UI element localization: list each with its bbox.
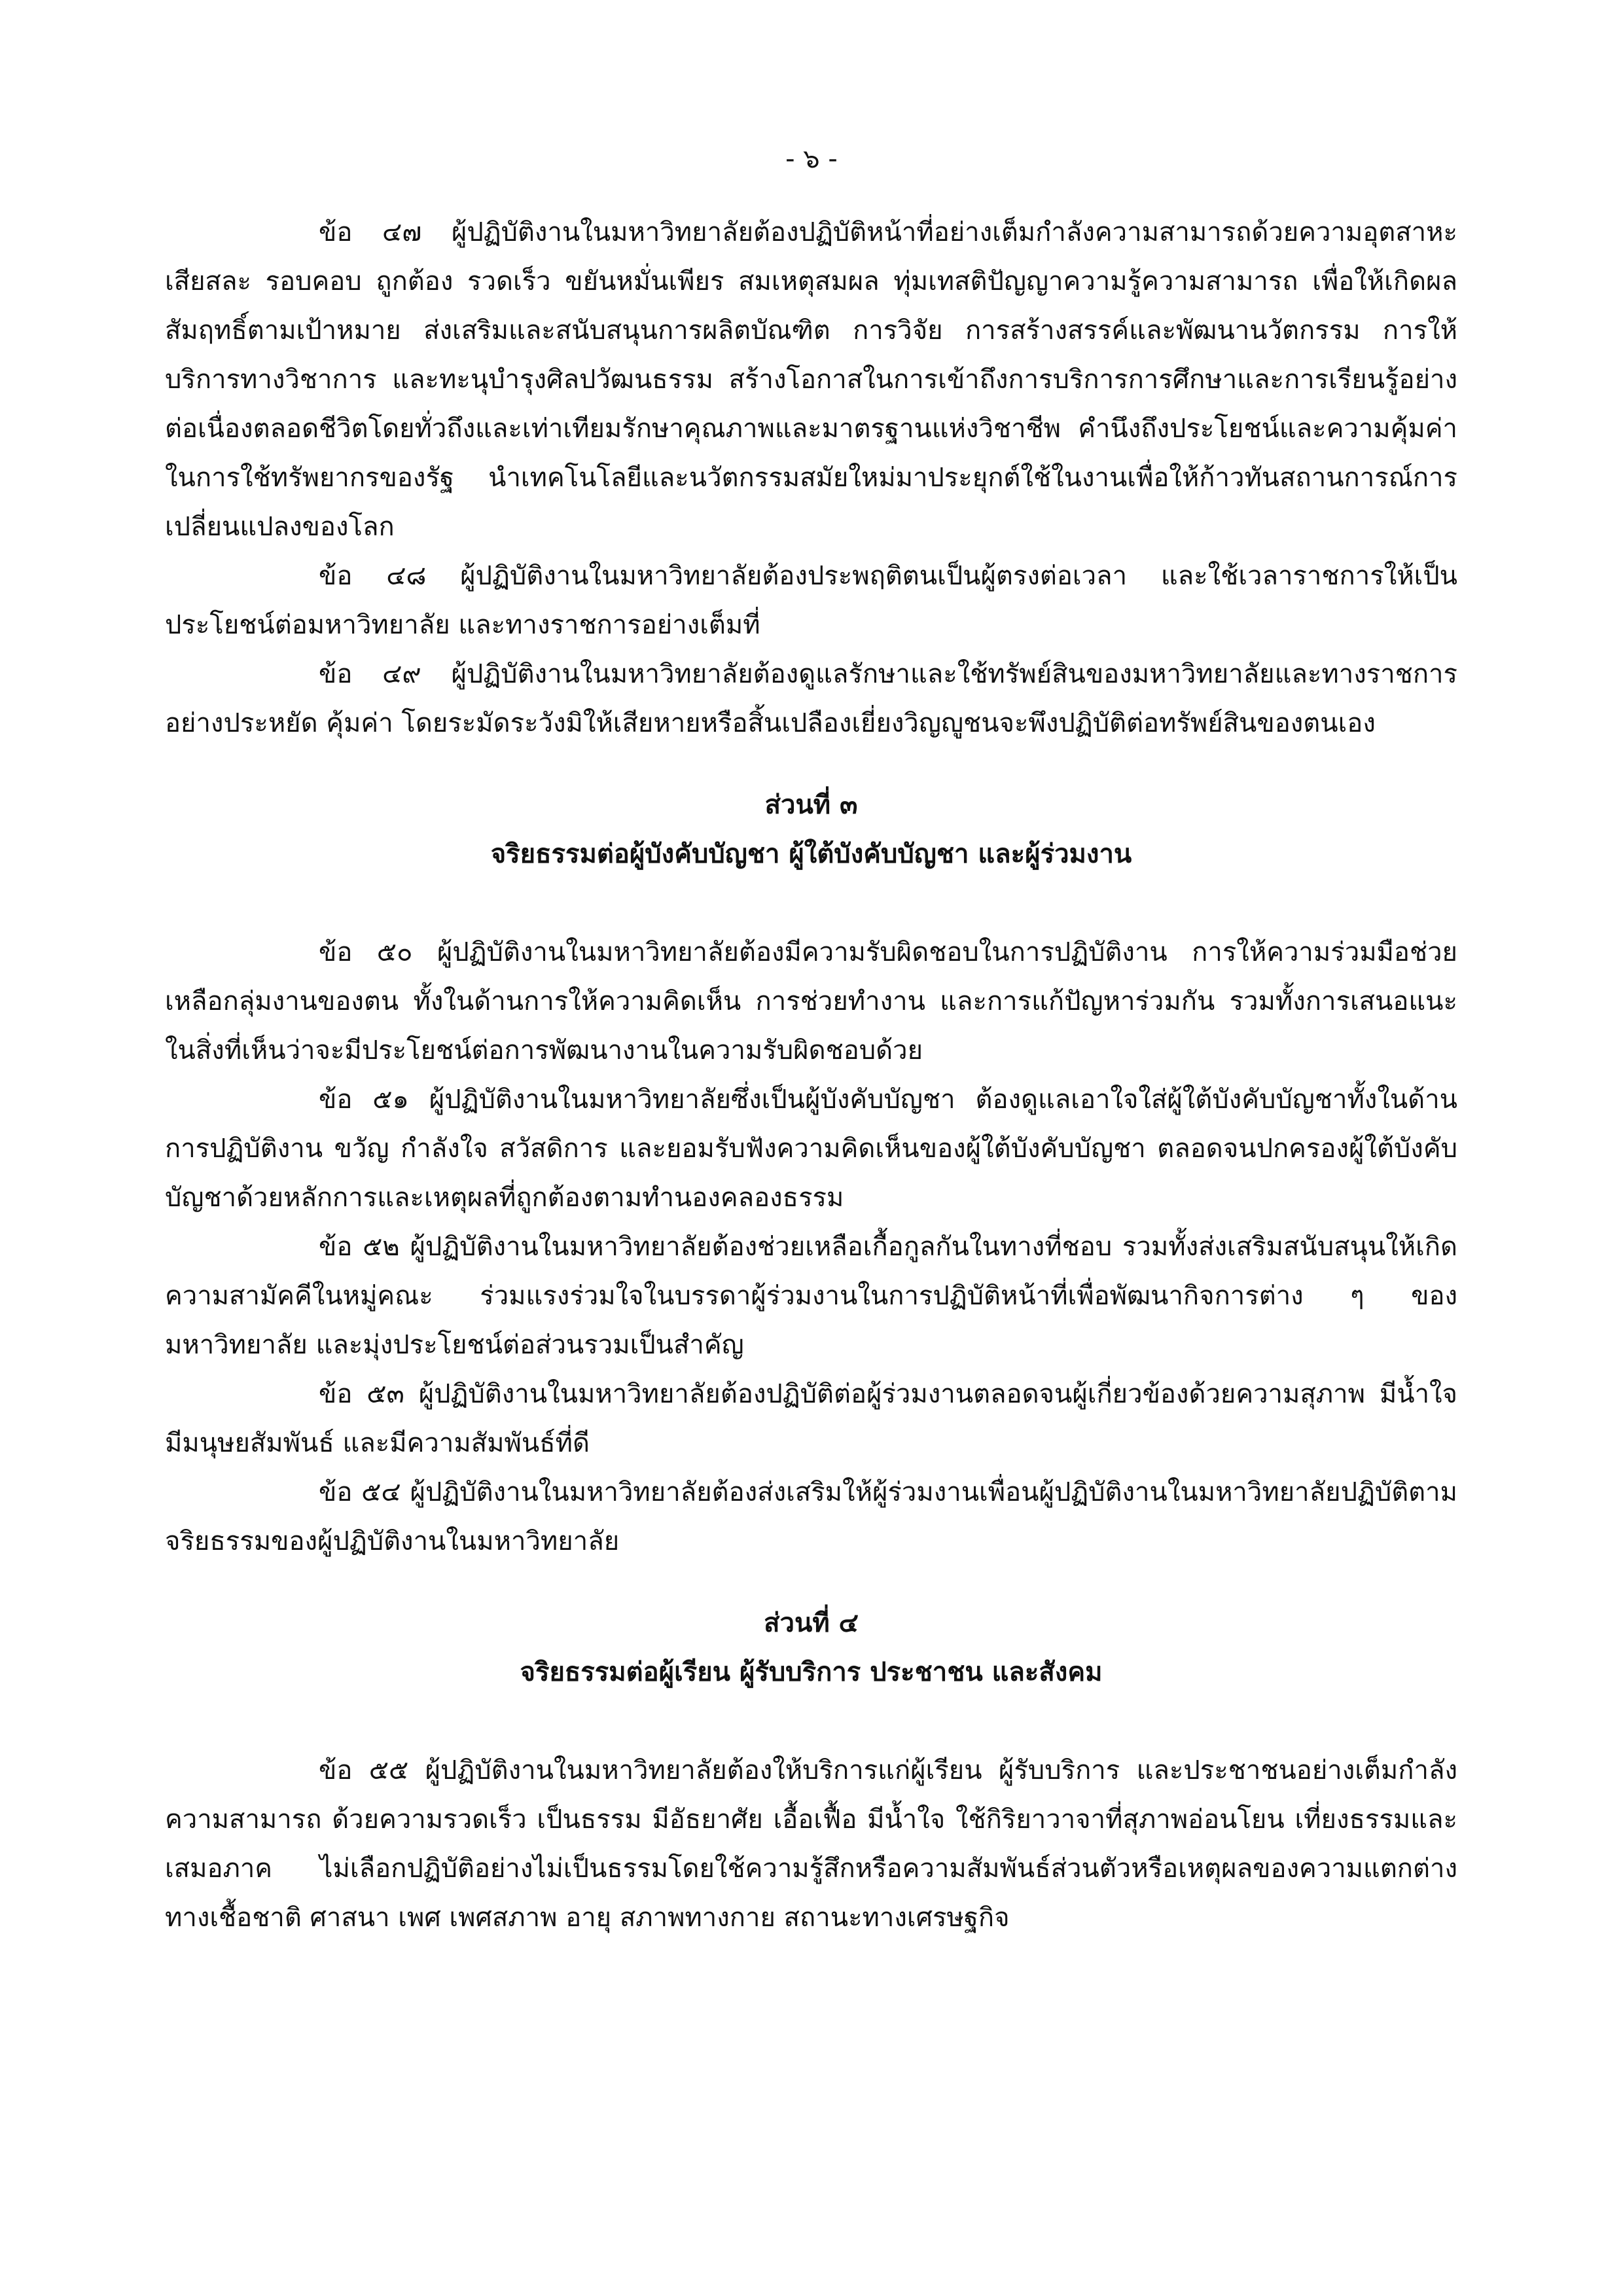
clause-49: ข้อ ๔๙ ผู้ปฏิบัติงานในมหาวิทยาลัยต้องดูแลรักษาและใช้ทรัพย์สินของมหาวิทยาลัยและทางราชการอย่างประหยัด คุ้มค่า โดยระมัดระวังมิให้เสียหายหรือสิ้นเปลืองเยี่ยงวิญญูชนจะพึงปฏิบัติต่อทรัพย์สินของตนเอง: [165, 659, 1457, 738]
section-title: ส่วนที่ ๔: [764, 1608, 859, 1638]
section-subtitle: จริยธรรมต่อผู้บังคับบัญชา ผู้ใต้บังคับบัญชา และผู้ร่วมงาน: [490, 839, 1132, 869]
section-subtitle: จริยธรรมต่อผู้เรียน ผู้รับบริการ ประชาชน และสังคม: [520, 1657, 1103, 1687]
section-4-heading: [165, 1599, 1457, 1697]
clause-52: ข้อ ๕๒ ผู้ปฏิบัติงานในมหาวิทยาลัยต้องช่วยเหลือเกื้อกูลกันในทางที่ชอบ รวมทั้งส่งเสริมสนับสนุนให้เกิดความสามัคคีในหมู่คณะ ร่วมแรงร่วมใจในบรรดาผู้ร่วมงานในการปฏิบัติหน้าที่เพื่อพัฒนากิจการต่าง ๆ ของมหาวิทยาลัย และมุ่งประโยชน์ต่อส่วนรวมเป็นสำคัญ: [165, 1232, 1457, 1360]
clause-47: ข้อ ๔๗ ผู้ปฏิบัติงานในมหาวิทยาลัยต้องปฏิบัติหน้าที่อย่างเต็มกำลังความสามารถด้วยความอุตสาหะ เสียสละ รอบคอบ ถูกต้อง รวดเร็ว ขยันหมั่นเพียร สมเหตุสมผล ทุ่มเทสติปัญญาความรู้ความสามารถ เพื่อให้เกิดผลสัมฤทธิ์ตามเป้าหมาย ส่งเสริมและสนับสนุนการผลิตบัณฑิต การวิจัย การสร้างสรรค์และพัฒนานวัตกรรม การให้บริการทางวิชาการ และทะนุบำรุงศิลปวัฒนธรรม สร้างโอกาสในการเข้าถึงการบริการการศึกษาและการเรียนรู้อย่างต่อเนื่องตลอดชีวิตโดยทั่วถึงและเท่าเทียมรักษาคุณภาพและมาตรฐานแห่งวิชาชีพ คำนึงถึงประโยชน์และความคุ้มค่าในการใช้ทรัพยากรของรัฐ นำเทคโนโลยีและนวัตกรรมสมัยใหม่มาประยุกต์ใช้ในงานเพื่อให้ก้าวทันสถานการณ์การเปลี่ยนแปลงของโลก: [165, 217, 1457, 542]
section-3-heading: [165, 781, 1457, 879]
clause-50: ข้อ ๕๐ ผู้ปฏิบัติงานในมหาวิทยาลัยต้องมีความรับผิดชอบในการปฏิบัติงาน การให้ความร่วมมือช่วยเหลือกลุ่มงานของตน ทั้งในด้านการให้ความคิดเห็น การช่วยทำงาน และการแก้ปัญหาร่วมกัน รวมทั้งการเสนอแนะ ในสิ่งที่เห็นว่าจะมีประโยชน์ต่อการพัฒนางานในความรับผิดชอบด้วย: [165, 937, 1457, 1066]
page-number: - ๖ -: [785, 144, 838, 174]
clause-51: ข้อ ๕๑ ผู้ปฏิบัติงานในมหาวิทยาลัยซึ่งเป็นผู้บังคับบัญชา ต้องดูแลเอาใจใส่ผู้ใต้บังคับบัญชาทั้งในด้านการปฏิบัติงาน ขวัญ กำลังใจ สวัสดิการ และยอมรับฟังความคิดเห็นของผู้ใต้บังคับบัญชา ตลอดจนปกครองผู้ใต้บังคับบัญชาด้วยหลักการและเหตุผลที่ถูกต้องตามทำนองคลองธรรม: [165, 1085, 1457, 1213]
document-body: [165, 208, 1457, 1943]
clause-53: ข้อ ๕๓ ผู้ปฏิบัติงานในมหาวิทยาลัยต้องปฏิบัติต่อผู้ร่วมงานตลอดจนผู้เกี่ยวข้องด้วยความสุภาพ มีน้ำใจ มีมนุษยสัมพันธ์ และมีความสัมพันธ์ที่ดี: [165, 1379, 1457, 1458]
clause-55: ข้อ ๕๕ ผู้ปฏิบัติงานในมหาวิทยาลัยต้องให้บริการแก่ผู้เรียน ผู้รับบริการ และประชาชนอย่างเต็มกำลังความสามารถ ด้วยความรวดเร็ว เป็นธรรม มีอัธยาศัย เอื้อเฟื้อ มีน้ำใจ ใช้กิริยาวาจาที่สุภาพอ่อนโยน เที่ยงธรรมและเสมอภาค ไม่เลือกปฏิบัติอย่างไม่เป็นธรรมโดยใช้ความรู้สึกหรือความสัมพันธ์ส่วนตัวหรือเหตุผลของความแตกต่างทางเชื้อชาติ ศาสนา เพศ เพศสภาพ อายุ สภาพทางกาย สถานะทางเศรษฐกิจ: [165, 1755, 1457, 1933]
clause-54: ข้อ ๕๔ ผู้ปฏิบัติงานในมหาวิทยาลัยต้องส่งเสริมให้ผู้ร่วมงานเพื่อนผู้ปฏิบัติงานในมหาวิทยาลัยปฏิบัติตามจริยธรรมของผู้ปฏิบัติงานในมหาวิทยาลัย: [165, 1477, 1457, 1556]
clause-48: ข้อ ๔๘ ผู้ปฏิบัติงานในมหาวิทยาลัยต้องประพฤติตนเป็นผู้ตรงต่อเวลา และใช้เวลาราชการให้เป็นประโยชน์ต่อมหาวิทยาลัย และทางราชการอย่างเต็มที่: [165, 561, 1457, 640]
section-title: ส่วนที่ ๓: [764, 790, 858, 820]
